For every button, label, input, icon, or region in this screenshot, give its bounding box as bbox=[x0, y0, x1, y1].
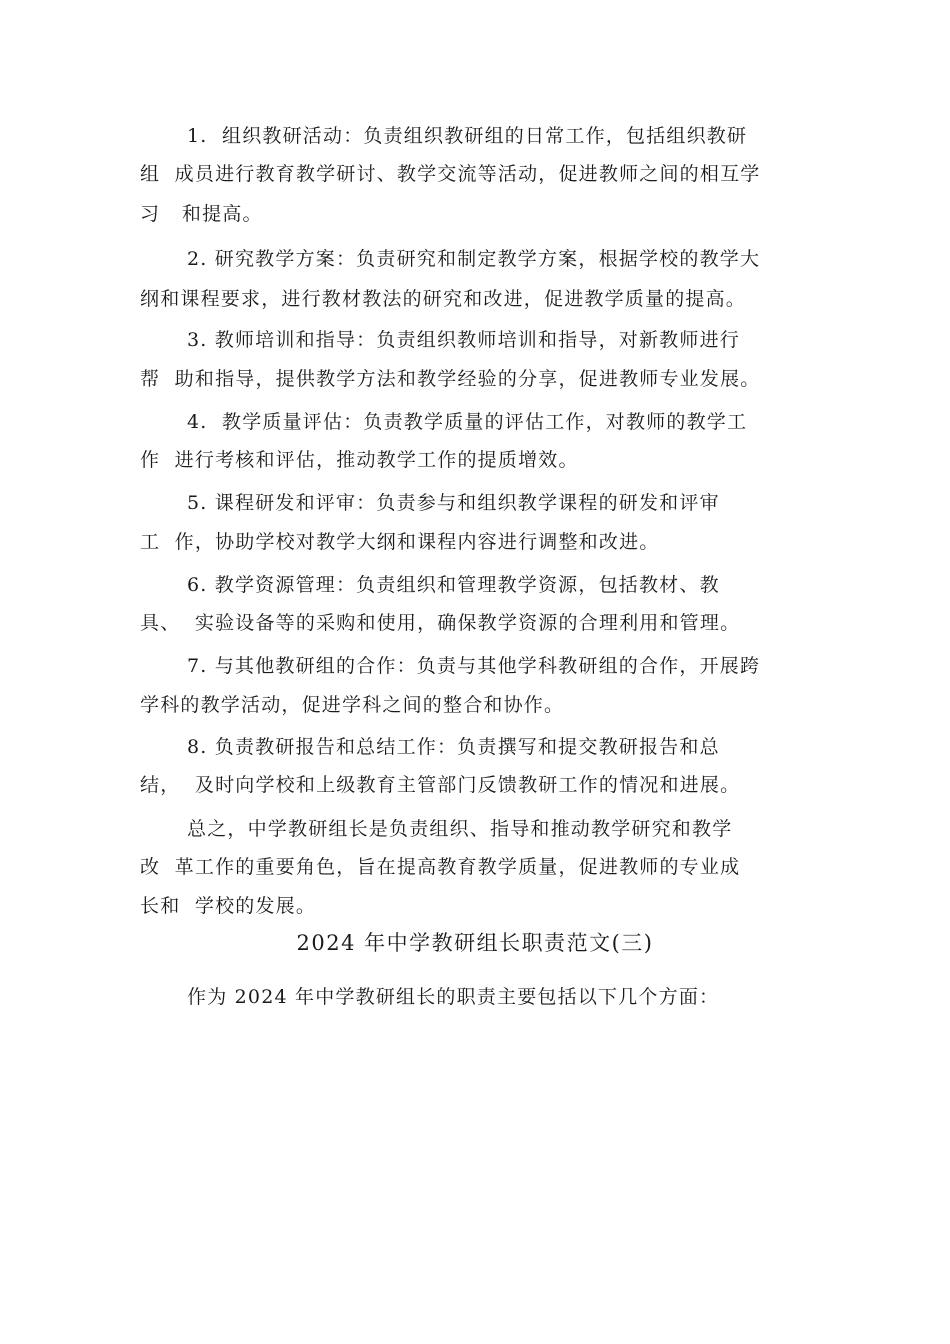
section-title: 2024 年中学教研组长职责范文(三) bbox=[296, 931, 654, 955]
paragraph-3-line-2: 帮 助和指导，提供教学方法和教学经验的分享，促进教师专业发展。 bbox=[140, 368, 761, 390]
paragraph-8-line-1: 8. 负责教研报告和总结工作：负责撰写和提交教研报告和总 bbox=[187, 736, 720, 758]
paragraph-2-line-1: 2. 研究教学方案：负责研究和制定教学方案，根据学校的教学大 bbox=[187, 248, 761, 270]
paragraph-2-line-2: 纲和课程要求，进行教材教法的研究和改进，促进教学质量的提高。 bbox=[140, 288, 747, 310]
paragraph-1-line-2: 组 成员进行教育教学研讨、教学交流等活动，促进教师之间的相互学 bbox=[140, 163, 761, 185]
paragraph-5-line-2: 工 作，协助学校对教学大纲和课程内容进行调整和改进。 bbox=[140, 531, 660, 553]
paragraph-6-line-1: 6. 教学资源管理：负责组织和管理教学资源，包括教材、教 bbox=[187, 574, 720, 596]
paragraph-4-line-1: 4. 教学质量评估：负责教学质量的评估工作，对教师的教学工 bbox=[187, 411, 748, 433]
paragraph-4-line-2: 作 进行考核和评估，推动教学工作的提质增效。 bbox=[140, 449, 579, 471]
summary-line-2: 改 革工作的重要角色，旨在提高教育教学质量，促进教师的专业成 bbox=[140, 856, 741, 878]
paragraph-3-line-1: 3. 教师培训和指导：负责组织教师培训和指导，对新教师进行 bbox=[187, 329, 740, 351]
summary-line-1: 总之，中学教研组长是负责组织、指导和推动教学研究和教学 bbox=[187, 818, 733, 840]
paragraph-1-line-1: 1. 组织教研活动：负责组织教研组的日常工作，包括组织教研 bbox=[187, 125, 748, 147]
paragraph-1-line-3: 习 和提高。 bbox=[140, 203, 263, 225]
paragraph-7-line-1: 7. 与其他教研组的合作：负责与其他学科教研组的合作，开展跨 bbox=[187, 655, 761, 677]
paragraph-8-line-2: 结， 及时向学校和上级教育主管部门反馈教研工作的情况和进展。 bbox=[140, 774, 741, 796]
paragraph-7-line-2: 学科的教学活动，促进学科之间的整合和协作。 bbox=[140, 694, 565, 716]
paragraph-5-line-1: 5. 课程研发和评审：负责参与和组织教学课程的研发和评审 bbox=[187, 492, 720, 514]
intro-line: 作为 2024 年中学教研组长的职责主要包括以下几个方面： bbox=[187, 986, 720, 1008]
paragraph-6-line-2: 具、 实验设备等的采购和使用，确保教学资源的合理利用和管理。 bbox=[140, 612, 741, 634]
summary-line-3: 长和 学校的发展。 bbox=[140, 895, 317, 917]
